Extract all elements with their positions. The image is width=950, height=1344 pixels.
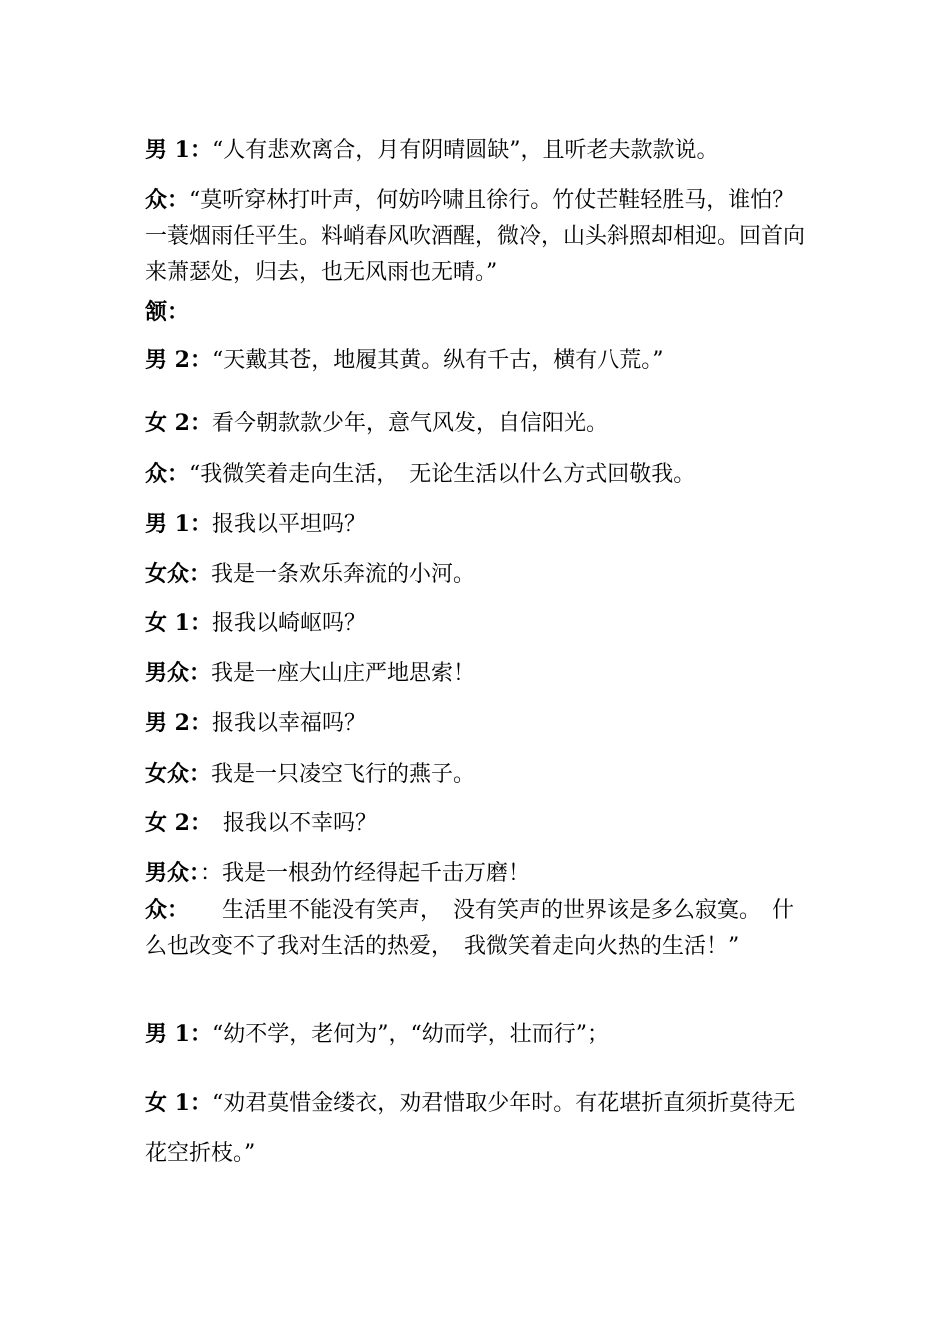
line-text: 报我以平坦吗？ <box>211 512 366 537</box>
script-line-11 <box>145 705 815 742</box>
script-line-8 <box>145 556 815 593</box>
line-text: “劝君莫惜金缕衣，劝君惜取少年时。有花堪折直须折莫待无花空折枝。” <box>145 1091 796 1166</box>
script-line-10 <box>145 655 815 692</box>
line-text: 生活里不能没有笑声， 没有笑声的世界该是多么寂寞。 什么也改变不了我对生活的热爱， 我微笑着走向火热的生活！” <box>145 898 795 959</box>
speaker-label: 众： <box>145 187 190 213</box>
line-text: 报我以幸福吗？ <box>211 711 366 736</box>
speaker-label: 男 1： <box>145 137 212 163</box>
line-text: “莫听穿林打叶声，何妨吟啸且徐行。竹仗芒鞋轻胜马，谁怕？一蓑烟雨任平生。料峭春风吹酒醒，微冷，山头斜照却相迎。回首向来萧瑟处，归去，也无风雨也无晴。” <box>145 188 806 285</box>
script-line-4 <box>145 342 815 379</box>
script-line-13 <box>145 805 815 842</box>
speaker-label: 众： <box>145 461 190 487</box>
line-text: “人有悲欢离合，月有阴晴圆缺”，且听老夫款款说。 <box>211 138 719 163</box>
script-line-9 <box>145 605 815 642</box>
line-text: “我微笑着走向生活， 无论生活以什么方式回敬我。 <box>189 462 696 487</box>
line-text: “天戴其苍，地履其黄。纵有千古，横有八荒。” <box>211 348 664 373</box>
speaker-label: 男 2： <box>145 710 212 736</box>
line-text: 我是一条欢乐奔流的小河。 <box>211 562 476 587</box>
script-line-15 <box>145 892 815 965</box>
speaker-label: 众： <box>145 897 179 923</box>
script-line-3 <box>145 294 815 331</box>
script-line-7 <box>145 506 815 543</box>
speaker-label: 男 1： <box>145 1021 212 1047</box>
script-line-1 <box>145 132 815 169</box>
line-text: 看今朝款款少年，意气风发，自信阳光。 <box>211 411 608 436</box>
speaker-label: 女众： <box>145 561 212 587</box>
speaker-label: 女 2： <box>145 410 212 436</box>
speaker-label: 女 2： <box>145 810 201 836</box>
speaker-label: 颔： <box>145 299 190 325</box>
script-line-5 <box>145 405 815 442</box>
speaker-label: 男众： <box>145 860 201 886</box>
script-line-2 <box>145 182 815 291</box>
speaker-label: 男 1： <box>145 511 212 537</box>
script-line-14 <box>145 855 815 892</box>
line-text: 我是一座大山庄严地思索！ <box>211 661 476 686</box>
line-text: 我是一只凌空飞行的燕子。 <box>211 762 476 787</box>
script-line-16 <box>145 1016 815 1053</box>
script-line-17 <box>145 1078 815 1179</box>
line-text: 报我以崎岖吗？ <box>211 611 366 636</box>
script-line-12 <box>145 756 815 793</box>
line-text: ：我是一根劲竹经得起千击万磨！ <box>200 861 531 886</box>
speaker-label: 男 2： <box>145 347 212 373</box>
speaker-label: 男众： <box>145 660 212 686</box>
script-line-6 <box>145 456 815 493</box>
line-text: 报我以不幸吗？ <box>200 811 377 836</box>
line-text: “幼不学，老何为”，“幼而学，壮而行”； <box>211 1022 609 1047</box>
speaker-label: 女 1： <box>145 610 212 636</box>
speaker-label: 女 1： <box>145 1090 212 1116</box>
speaker-label: 女众： <box>145 761 212 787</box>
